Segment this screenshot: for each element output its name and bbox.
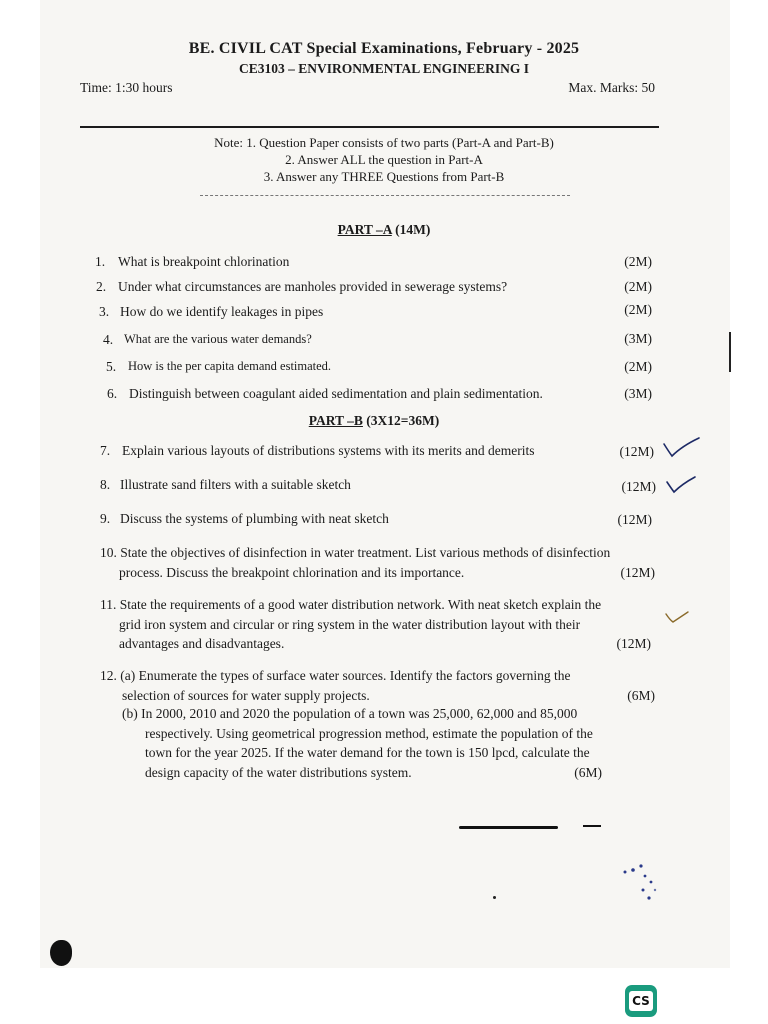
question-11-line-3-text: advantages and disadvantages.	[119, 636, 285, 651]
ink-blot	[50, 940, 72, 966]
question-12a-line-2-text: selection of sources for water supply projects.	[122, 687, 370, 703]
question-5-text: How is the per capita demand estimated.	[128, 359, 332, 373]
question-7-marks: (12M)	[619, 444, 654, 459]
question-10-marks: (12M)	[620, 564, 655, 580]
part-b-label: PART –B	[308, 413, 363, 428]
course-title: CE3103 – ENVIRONMENTAL ENGINEERING I	[238, 61, 530, 76]
question-3-text: How do we identify leakages in pipes	[120, 304, 324, 319]
note-line-1: Note: 1. Question Paper consists of two parts (Part-A and Part-B)	[214, 135, 554, 150]
question-10	[100, 543, 655, 582]
question-3-marks: (2M)	[624, 302, 652, 317]
check-mark-icon	[664, 610, 690, 626]
question-1-marks: (2M)	[624, 254, 652, 269]
question-9-number: 9.	[100, 511, 111, 526]
question-10-line-1: 10. State the objectives of disinfection in water treatment. List various methods of disinfection	[100, 545, 611, 560]
question-2-marks: (2M)	[624, 279, 652, 294]
part-a-label: PART –A	[337, 222, 392, 237]
question-2-number: 2.	[96, 279, 107, 294]
question-3-number: 3.	[99, 304, 110, 319]
ink-dot	[493, 896, 496, 899]
note-divider	[200, 192, 570, 196]
part-a-marks: (14M)	[395, 222, 431, 237]
check-mark-icon	[662, 436, 702, 460]
scanner-logo-icon	[625, 985, 657, 1017]
question-5-marks: (2M)	[624, 359, 652, 374]
check-mark-icon	[665, 474, 697, 496]
question-11-marks: (12M)	[616, 636, 651, 651]
part-b-heading	[0, 413, 748, 429]
question-12a-line-2	[100, 686, 655, 706]
question-12a-line-1: 12. (a) Enumerate the types of surface water sources. Identify the factors governing the	[100, 668, 571, 683]
question-8-number: 8.	[100, 477, 111, 492]
question-12b-line-2: respectively. Using geometrical progression method, estimate the population of the	[145, 725, 593, 741]
question-4-number: 4.	[103, 332, 114, 347]
question-12b-line-3: town for the year 2025. If the water demand for the town is 150 lpcd, calculate the	[145, 745, 590, 760]
question-12a-marks: (6M)	[627, 687, 655, 703]
question-12b	[122, 704, 655, 782]
scanner-logo-text: CS	[629, 991, 653, 1011]
question-6-number: 6.	[107, 386, 118, 401]
note-line-2: 2. Answer ALL the question in Part-A	[285, 152, 483, 167]
end-line	[459, 826, 558, 829]
exam-duration: Time: 1:30 hours	[80, 80, 173, 95]
question-11-line-2: grid iron system and circular or ring system in the water distribution layout with their	[119, 616, 581, 632]
question-12b-marks: (6M)	[574, 764, 602, 780]
ink-smudge-icon	[615, 860, 665, 910]
exam-title: BE. CIVIL CAT Special Examinations, February - 2025	[188, 40, 580, 57]
question-12a	[100, 666, 655, 705]
question-7-number: 7.	[100, 443, 111, 458]
end-line-dash	[583, 825, 601, 827]
question-11-line-1: 11. State the requirements of a good water distribution network. With neat sketch explain the	[100, 597, 602, 612]
question-10-line-2-text: process. Discuss the breakpoint chlorination and its importance.	[119, 564, 465, 580]
header-divider	[80, 126, 659, 128]
question-6-text: Distinguish between coagulant aided sedimentation and plain sedimentation.	[129, 386, 543, 401]
max-marks: Max. Marks: 50	[568, 80, 655, 95]
question-11-line-3	[100, 634, 655, 654]
question-1-number: 1.	[95, 254, 106, 269]
question-12b-line-1: (b) In 2000, 2010 and 2020 the population of a town was 25,000, 62,000 and 85,000	[122, 706, 578, 721]
question-5-number: 5.	[106, 359, 117, 374]
edge-mark	[729, 332, 731, 372]
question-4-text: What are the various water demands?	[124, 332, 312, 346]
question-8-text: Illustrate sand filters with a suitable sketch	[120, 477, 351, 492]
question-1-text: What is breakpoint chlorination	[118, 254, 290, 269]
question-9-text: Discuss the systems of plumbing with neat sketch	[120, 511, 389, 526]
question-9-marks: (12M)	[617, 512, 652, 527]
question-2-text: Under what circumstances are manholes provided in sewerage systems?	[118, 279, 508, 294]
question-10-line-2	[100, 563, 655, 583]
question-12b-line-4-text: design capacity of the water distributions system.	[145, 764, 412, 780]
part-a-heading	[0, 222, 768, 238]
question-6-marks: (3M)	[624, 386, 652, 401]
question-11	[100, 595, 655, 654]
question-7-text: Explain various layouts of distributions systems with its merits and demerits	[122, 443, 535, 458]
part-b-marks: (3X12=36M)	[366, 413, 440, 428]
question-8-marks: (12M)	[621, 479, 656, 494]
note-line-3: 3. Answer any THREE Questions from Part-B	[263, 169, 505, 184]
question-12b-line-4	[122, 763, 655, 783]
question-4-marks: (3M)	[624, 331, 652, 346]
